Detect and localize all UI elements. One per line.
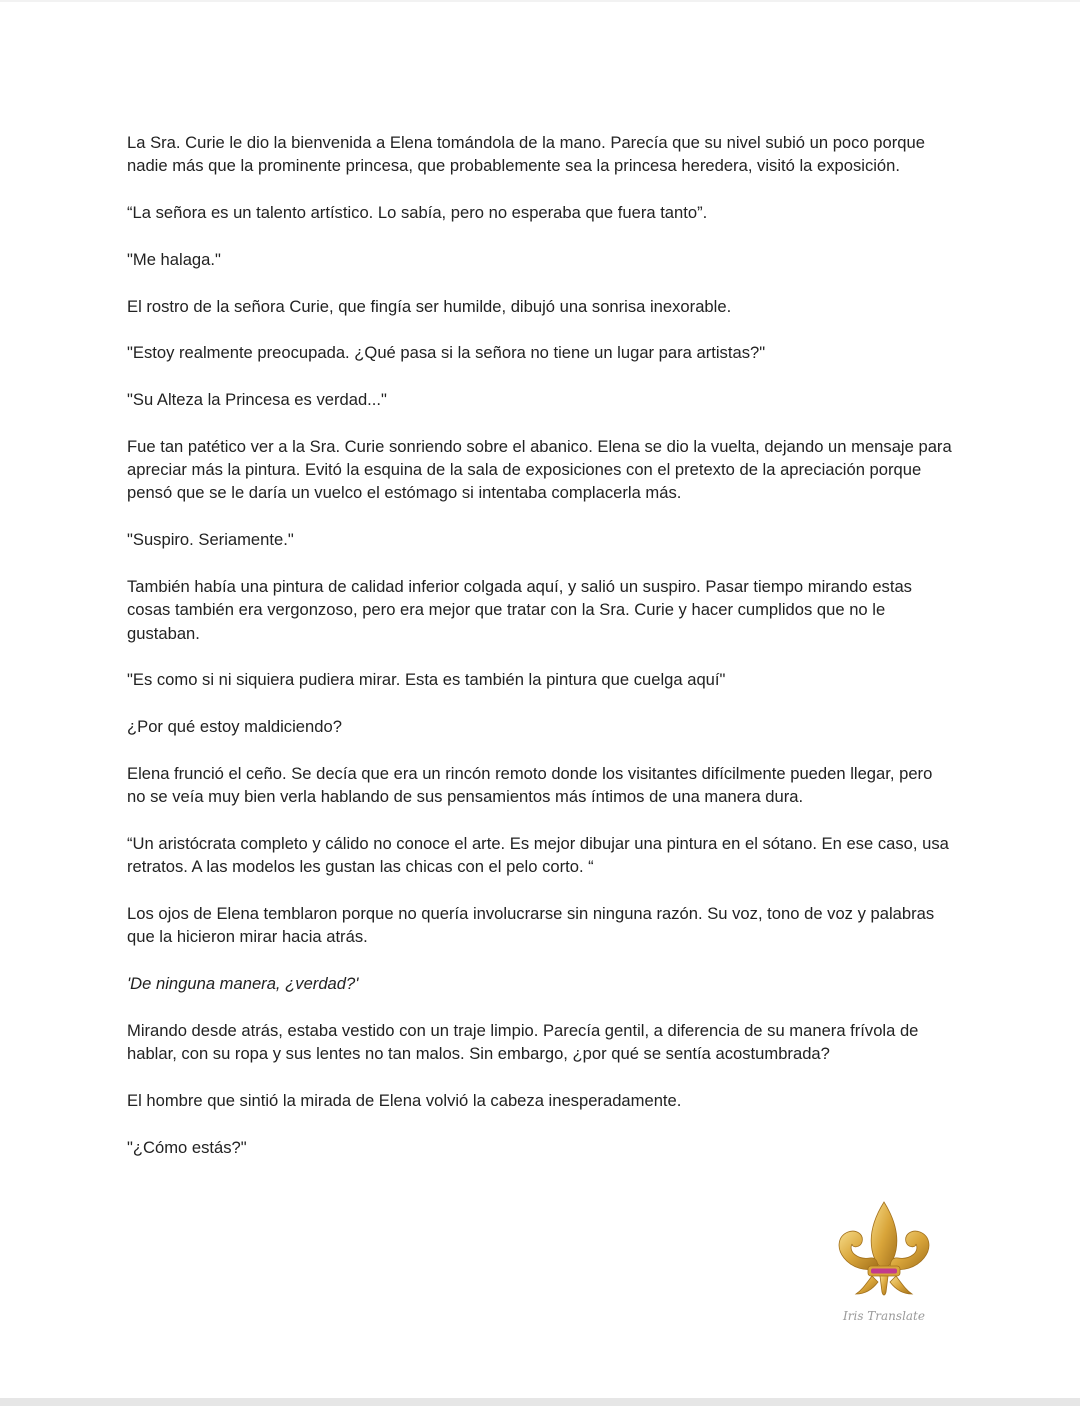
paragraph: ¿Por qué estoy maldiciendo?: [127, 717, 342, 737]
paragraph: Mirando desde atrás, estaba vestido con un traje limpio. Parecía gentil, a diferencia de su manera frívola de hablar, con su ropa y sus lentes no tan malos. Sin embargo, ¿por qué se sentía acostumbrada?: [127, 1020, 919, 1064]
document-page: [0, 2, 1080, 1398]
paragraph: También había una pintura de calidad inferior colgada aquí, y salió un suspiro. Pasar tiempo mirando estas cosas también era vergonzoso, pero era mejor que tratar con la Sra. Curie y hacer cumplidos que no le gustaban.: [127, 576, 912, 643]
document-body: [127, 131, 953, 1182]
paragraph: Elena frunció el ceño. Se decía que era un rincón remoto donde los visitantes difícilmente pueden llegar, pero no se veía muy bien verla hablando de sus pensamientos más íntimos de una manera dura.: [127, 763, 933, 807]
paragraph: “La señora es un talento artístico. Lo sabía, pero no esperaba que fuera tanto”.: [127, 203, 708, 223]
paragraph: "Suspiro. Seriamente.": [127, 530, 294, 550]
paragraph: "Su Alteza la Princesa es verdad...": [127, 389, 387, 409]
paragraph: "Estoy realmente preocupada. ¿Qué pasa si la señora no tiene un lugar para artistas?": [127, 343, 766, 363]
paragraph-italic: 'De ninguna manera, ¿verdad?': [127, 974, 359, 994]
paragraph: Fue tan patético ver a la Sra. Curie sonriendo sobre el abanico. Elena se dio la vuelta, dejando un mensaje para apreciar más la pintura. Evitó la esquina de la sala de exposiciones con el pretexto de la apreciación porque pensó que se le daría un vuelco el estómago si intentaba complacerla más.: [127, 436, 952, 503]
paragraph: Los ojos de Elena temblaron porque no quería involucrarse sin ninguna razón. Su voz, tono de voz y palabras que la hicieron mirar hacia atrás.: [127, 903, 935, 947]
paragraph: "¿Cómo estás?": [127, 1137, 247, 1157]
paragraph: "Es como si ni siquiera pudiera mirar. Esta es también la pintura que cuelga aquí": [127, 670, 726, 690]
logo-signature: Iris Translate: [843, 1309, 925, 1323]
paragraph: “Un aristócrata completo y cálido no conoce el arte. Es mejor dibujar una pintura en el sótano. En ese caso, usa retratos. A las modelos les gustan las chicas con el pelo corto. “: [127, 833, 949, 877]
fleur-de-lis-icon: [826, 1198, 942, 1328]
paragraph: La Sra. Curie le dio la bienvenida a Elena tomándola de la mano. Parecía que su nivel subió un poco porque nadie más que la prominente princesa, que probablemente sea la princesa heredera, visitó la exposición.: [127, 133, 925, 176]
watermark-logo: [826, 1198, 942, 1328]
paragraph: El hombre que sintió la mirada de Elena volvió la cabeza inesperadamente.: [127, 1090, 682, 1110]
paragraph: El rostro de la señora Curie, que fingía ser humilde, dibujó una sonrisa inexorable.: [127, 296, 732, 316]
paragraph: "Me halaga.": [127, 249, 221, 269]
page-bottom-border: [0, 1398, 1080, 1406]
